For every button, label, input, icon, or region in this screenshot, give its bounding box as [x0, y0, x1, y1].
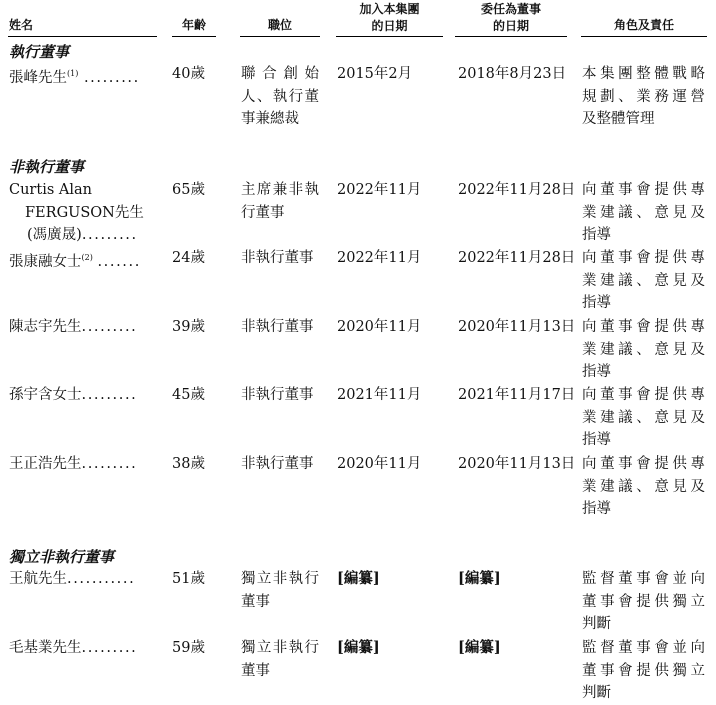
- joined-date: 2022年11月: [337, 250, 422, 266]
- director-name: [9, 568, 135, 591]
- position-line: 聯合創始: [241, 66, 319, 82]
- position-line: 董事: [241, 593, 270, 610]
- director-position: 非執行董事: [241, 387, 314, 403]
- role-line: 向董事會提供專: [582, 250, 705, 266]
- role-line: 監督董事會並向: [582, 640, 705, 656]
- header-rule-role: [581, 36, 707, 37]
- appointed-date: 2018年8月23日: [458, 66, 567, 82]
- position-line: 人、執行董: [241, 88, 319, 105]
- role-line: 業建議、意見及: [582, 272, 705, 289]
- joined-date: 2021年11月: [337, 387, 422, 403]
- position-line: 主席兼非執: [241, 182, 319, 198]
- leader-dots: .........: [81, 456, 138, 472]
- director-name: [9, 453, 137, 476]
- name-text: 陳志宇先生: [9, 319, 82, 335]
- position-line: 事兼總裁: [241, 111, 299, 127]
- header-joined: [336, 1, 443, 35]
- name-text: 孫宇含女士: [9, 387, 82, 403]
- role-line: 向董事會提供專: [582, 456, 705, 472]
- appointed-date: 2020年11月13日: [458, 456, 576, 472]
- director-position: 非執行董事: [241, 456, 314, 472]
- role-line: 及整體管理: [582, 111, 655, 127]
- header-rule-appointed: [455, 36, 567, 37]
- director-name: [9, 316, 137, 339]
- director-name: [9, 63, 140, 90]
- name-text: 張峰先生: [9, 70, 67, 86]
- appointed-date: [編纂]: [458, 570, 501, 587]
- position-line: 獨立非執行: [241, 571, 319, 587]
- leader-dots: ...........: [67, 571, 136, 587]
- director-position: [241, 63, 319, 131]
- header-age: 年齡: [181, 18, 206, 32]
- director-name: [9, 247, 141, 274]
- role-line: 監督董事會並向: [582, 571, 705, 587]
- header-joined-line2: 的日期: [371, 19, 408, 33]
- director-position: 非執行董事: [241, 250, 314, 266]
- joined-date: 2022年11月: [337, 182, 422, 198]
- role-line: 業建議、意見及: [582, 341, 705, 358]
- appointed-date: 2022年11月28日: [458, 182, 576, 198]
- header-appointed-line2: 的日期: [492, 19, 529, 33]
- joined-date: [編纂]: [337, 570, 380, 587]
- appointed-date: 2022年11月28日: [458, 250, 576, 266]
- role-line: 指導: [582, 295, 611, 311]
- header-rule-joined: [336, 36, 443, 37]
- joined-date: [編纂]: [337, 639, 380, 656]
- position-line: 行董事: [241, 204, 285, 221]
- role-line: 董事會提供獨立: [582, 662, 705, 679]
- director-position: [241, 637, 319, 682]
- role-line: 判斷: [582, 685, 611, 701]
- role-line: 業建議、意見及: [582, 409, 705, 426]
- joined-date: 2020年11月: [337, 456, 422, 472]
- role-line: 規劃、業務運營: [582, 88, 705, 105]
- name-line: Curtis Alan: [9, 182, 92, 198]
- director-age: 51歲: [172, 571, 205, 587]
- role-description: [582, 179, 705, 247]
- leader-dots: .........: [81, 227, 138, 243]
- section-independent: 獨立非執行董事: [9, 548, 115, 566]
- director-age: 40歲: [172, 66, 205, 82]
- role-description: [582, 63, 705, 131]
- position-line: 獨立非執行: [241, 640, 319, 656]
- name-text: 王航先生: [9, 571, 67, 587]
- role-line: 業建議、意見及: [582, 478, 705, 495]
- director-age: 65歲: [172, 182, 205, 198]
- header-name: 姓名: [9, 18, 34, 32]
- director-name: [9, 179, 144, 247]
- role-description: [582, 316, 705, 384]
- director-name: [9, 637, 137, 660]
- appointed-date: 2021年11月17日: [458, 387, 576, 403]
- leader-dots: .........: [81, 319, 138, 335]
- role-description: [582, 247, 705, 315]
- role-line: 向董事會提供專: [582, 319, 705, 335]
- director-age: 38歲: [172, 456, 205, 472]
- name-text: 毛基業先生: [9, 640, 82, 656]
- header-rule-age: [172, 36, 216, 37]
- name-text: (馮廣晟): [27, 227, 82, 243]
- section-executive: 執行董事: [9, 43, 70, 61]
- header-position: 職位: [267, 18, 292, 32]
- footnote-marker: (1): [67, 69, 79, 78]
- role-line: 向董事會提供專: [582, 387, 705, 403]
- name-line: FERGUSON先生: [25, 204, 144, 221]
- name-text: 張康融女士: [9, 254, 82, 270]
- director-position: [241, 179, 319, 224]
- header-appointed: [455, 1, 567, 35]
- role-description: [582, 384, 705, 452]
- director-age: 24歲: [172, 250, 205, 266]
- director-name: [9, 384, 137, 407]
- role-description: [582, 453, 705, 521]
- role-line: 指導: [582, 364, 611, 380]
- header-appointed-line1: 委任為董事: [480, 2, 541, 16]
- joined-date: 2020年11月: [337, 319, 422, 335]
- role-line: 指導: [582, 432, 611, 448]
- role-line: 指導: [582, 501, 611, 517]
- leader-dots: .......: [97, 254, 141, 270]
- role-description: [582, 568, 705, 636]
- role-line: 指導: [582, 227, 611, 243]
- role-line: 判斷: [582, 616, 611, 632]
- role-description: [582, 637, 705, 705]
- role-line: 本集團整體戰略: [582, 66, 705, 82]
- section-non-executive: 非執行董事: [9, 158, 85, 176]
- director-position: 非執行董事: [241, 319, 314, 335]
- leader-dots: .........: [81, 387, 138, 403]
- appointed-date: [編纂]: [458, 639, 501, 656]
- header-rule-name: [8, 36, 157, 37]
- director-position: [241, 568, 319, 613]
- role-line: 董事會提供獨立: [582, 593, 705, 610]
- director-age: 45歲: [172, 387, 205, 403]
- position-line: 董事: [241, 662, 270, 679]
- role-line: 向董事會提供專: [582, 182, 705, 198]
- role-line: 業建議、意見及: [582, 204, 705, 221]
- name-line: [9, 224, 144, 247]
- header-role: 角色及責任: [613, 18, 674, 32]
- leader-dots: .........: [83, 70, 140, 86]
- appointed-date: 2020年11月13日: [458, 319, 576, 335]
- joined-date: 2015年2月: [337, 66, 413, 82]
- leader-dots: .........: [81, 640, 138, 656]
- director-age: 59歲: [172, 640, 205, 656]
- director-age: 39歲: [172, 319, 205, 335]
- header-rule-position: [240, 36, 320, 37]
- name-text: 王正浩先生: [9, 456, 82, 472]
- header-joined-line1: 加入本集團: [359, 2, 420, 16]
- footnote-marker: (2): [81, 253, 93, 262]
